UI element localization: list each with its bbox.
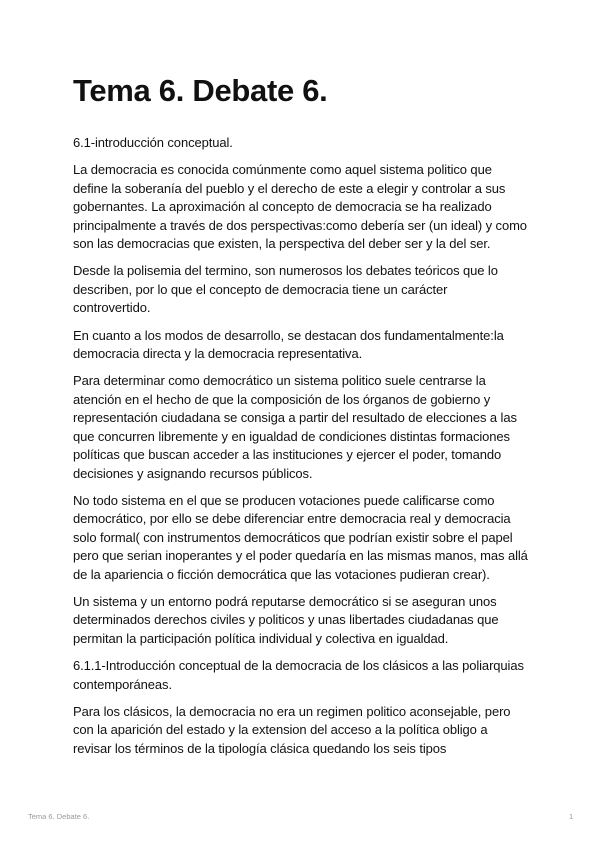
section-heading-6-1-1: 6.1.1-Introducción conceptual de la democracia de los clásicos a las poliarquias contemporáneas.	[73, 658, 524, 692]
document-title: Tema 6. Debate 6.	[73, 73, 328, 108]
paragraph-classics: Para los clásicos, la democracia no era un regimen politico aconsejable, pero con la aparición del estado y la extension del acceso a la política obligo a revisar los términos de la tipología clásica quedando los seis tipos	[73, 703, 511, 756]
paragraph-democracy-definition: La democracia es conocida comúnmente como aquel sistema politico que define la soberanía del pueblo y el derecho de este a elegir y controlar a sus gobernantes. La aproximación al concepto de democracia se ha realizado principalmente a través de dos perspectivas:como debería ser (un ideal) y como son las democracias que existen, la perspectiva del deber ser y la del ser.	[73, 162, 527, 252]
paragraph-real-vs-formal: No todo sistema en el que se producen votaciones puede calificarse como democrático, por ello se debe diferenciar entre democracia real y democracia solo formal( con instrumentos democráticos que podrían existir sobre el papel pero que serian inoperantes y el poder quedaría en las mismas manos, mas allá de la apariencia o ficción democrática que las votaciones pudieran crear).	[73, 492, 528, 582]
section-heading-6-1: 6.1-introducción conceptual.	[73, 135, 233, 150]
paragraph-development-modes: En cuanto a los modos de desarrollo, se destacan dos fundamentalmente:la democracia directa y la democracia representativa.	[73, 327, 504, 362]
paragraph-democratic-determination: Para determinar como democrático un sistema politico suele centrarse la atención en el hecho de que la composición de los órganos de gobierno y representación ciudadana se consiga a partir del resultado de elecciones a las que concurren libremente y en igualdad de condiciones distintas formaciones políticas que buscan acceder a las instituciones y ejercer el poder, tomando decisiones y asignando recursos públicos.	[73, 373, 517, 481]
footer-title: Tema 6. Debate 6.	[28, 812, 90, 821]
footer-page-number: 1	[569, 812, 574, 821]
paragraph-polysemy: Desde la polisemia del termino, son numerosos los debates teóricos que lo describen, por lo que el concepto de democracia tiene un carácter controvertido.	[73, 263, 498, 316]
paragraph-rights-liberties: Un sistema y un entorno podrá reputarse democrático si se aseguran unos determinados derechos civiles y politicos y unas libertades ciudadanas que permitan la participación política individual y colectiva en igualdad.	[73, 593, 499, 646]
document-body	[73, 72, 528, 767]
